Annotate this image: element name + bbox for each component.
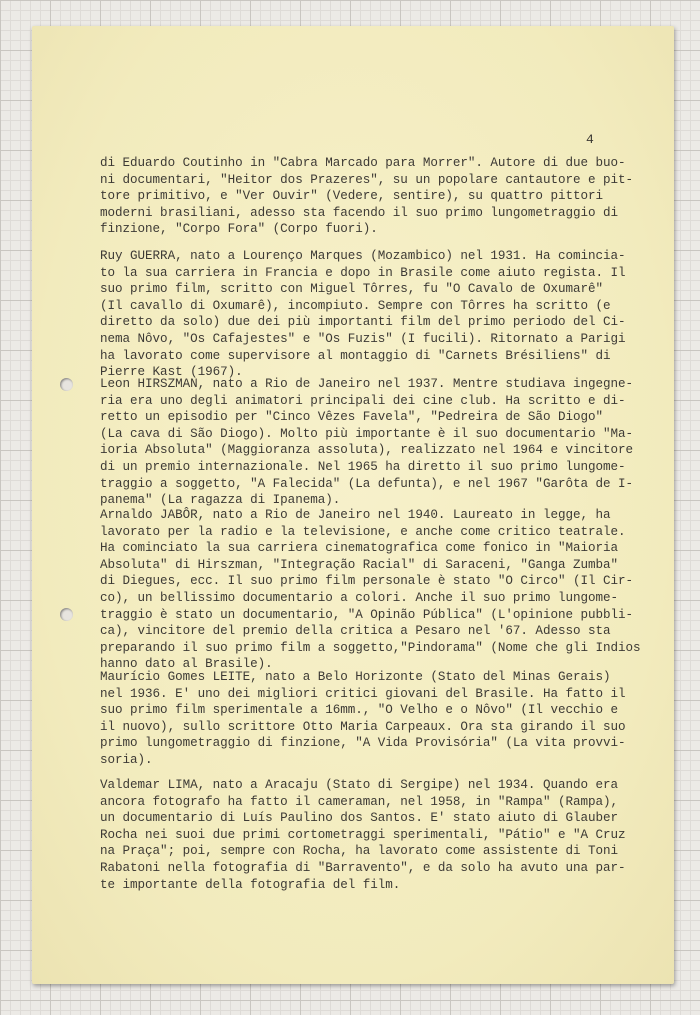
punch-hole-bottom — [60, 608, 73, 621]
text-line: Rabatoni nella fotografia di "Barravento", e da solo ha avuto una par- — [100, 860, 626, 875]
text-line: nel 1936. E' uno dei migliori critici giovani del Brasile. Ha fatto il — [100, 686, 626, 701]
text-line: Rocha nei suoi due primi cortometraggi sperimentali, "Pátio" e "A Cruz — [100, 827, 626, 842]
text-line: soria). — [100, 752, 153, 767]
text-line: un documentario di Luís Paulino dos Santos. E' stato aiuto di Glauber — [100, 811, 619, 826]
paragraph-ruy-guerra — [100, 248, 660, 381]
text-line: suo primo film, scritto con Miguel Tôrres, fu "O Cavalo de Oxumarê" — [100, 282, 604, 297]
text-line: na Praça"; poi, sempre con Rocha, ha lavorato come assistente di Toni — [100, 844, 619, 859]
text-line: Pierre Kast (1967). — [100, 365, 243, 380]
text-line: ioria Absoluta" (Maggioranza assoluta), realizzato nel 1964 e vincitore — [100, 443, 634, 458]
text-line: traggio a soggetto, "A Falecida" (La defunta), e nel 1967 "Garôta de I- — [100, 476, 634, 491]
paragraph-arnaldo-jabor — [100, 507, 660, 673]
text-line: tore primitivo, e "Ver Ouvir" (Vedere, sentire), su quattro pittori — [100, 189, 604, 204]
text-line: primo lungometraggio di finzione, "A Vida Provisória" (La vita provvi- — [100, 736, 626, 751]
text-line: Ruy GUERRA, nato a Lourenço Marques (Mozambico) nel 1931. Ha comincia- — [100, 249, 626, 263]
text-line: ria era uno degli animatori principali dei cine club. Ha scritto e di- — [100, 393, 626, 408]
text-line: lavorato per la radio e la televisione, e anche come critico teatrale. — [100, 524, 626, 539]
text-line: ha lavorato come supervisore al montaggio di "Carnets Brésiliens" di — [100, 348, 611, 363]
text-line: preparando il suo primo film a soggetto,"Pindorama" (Nome che gli Indios — [100, 640, 641, 655]
page-number: 4 — [586, 132, 594, 147]
text-line: co), un bellissimo documentario a colori. Anche il suo primo lungome- — [100, 590, 619, 605]
text-line: il nuovo), sullo scrittore Otto Maria Carpeaux. Ora sta girando il suo — [100, 719, 626, 734]
text-line: Arnaldo JABÔR, nato a Rio de Janeiro nel 1940. Laureato in legge, ha — [100, 508, 611, 522]
paragraph-coutinho — [100, 155, 660, 238]
text-line: finzione, "Corpo Fora" (Corpo fuori). — [100, 222, 378, 237]
text-line: panema" (La ragazza di Ipanema). — [100, 493, 341, 508]
text-line: diretto da solo) due dei più importanti film del primo periodo del Ci- — [100, 315, 626, 330]
text-line: (La cava di São Diogo). Molto più importante è il suo documentario "Ma- — [100, 426, 634, 441]
text-line: ancora fotografo ha fatto il cameraman, nel 1958, in "Rampa" (Rampa), — [100, 794, 619, 809]
text-line: di Diegues, ecc. Il suo primo film personale è stato "O Circo" (Il Cir- — [100, 574, 634, 589]
text-line: Ha cominciato la sua carriera cinematografica come fonico in "Maioria — [100, 541, 619, 556]
text-line: Maurício Gomes LEITE, nato a Belo Horizonte (Stato del Minas Gerais) — [100, 670, 611, 684]
text-line: retto un episodio per "Cinco Vêzes Favela", "Pedreira de São Diogo" — [100, 410, 604, 425]
punch-hole-top — [60, 378, 73, 391]
text-line: Valdemar LIMA, nato a Aracaju (Stato di Sergipe) nel 1934. Quando era — [100, 778, 619, 792]
text-line: te importante della fotografia del film. — [100, 877, 401, 892]
text-line: ni documentari, "Heitor dos Prazeres", su un popolare cantautore e pit- — [100, 172, 634, 187]
paragraph-leon-hirszman — [100, 376, 660, 509]
text-line: Absoluta" di Hirszman, "Integração Racial" di Saraceni, "Ganga Zumba" — [100, 557, 619, 572]
text-line: (Il cavallo di Oxumarê), incompiuto. Sempre con Tôrres ha scritto (e — [100, 298, 611, 313]
text-line: hanno dato al Brasile). — [100, 657, 273, 672]
text-line: ca), vincitore del premio della critica a Pesaro nel '67. Adesso sta — [100, 624, 611, 639]
text-line: nema Nôvo, "Os Cafajestes" e "Os Fuzis" (I fucili). Ritornato a Parigi — [100, 331, 626, 346]
text-line: to la sua carriera in Francia e dopo in Brasile come aiuto regista. Il — [100, 265, 626, 280]
text-line: traggio è stato un documentario, "A Opinão Pública" (L'opinione pubbli- — [100, 607, 634, 622]
text-line: di Eduardo Coutinho in "Cabra Marcado para Morrer". Autore di due buo- — [100, 156, 626, 170]
text-line: moderni brasiliani, adesso sta facendo il suo primo lungometraggio di — [100, 205, 619, 220]
text-line: Leon HIRSZMAN, nato a Rio de Janeiro nel 1937. Mentre studiava ingegne- — [100, 377, 634, 391]
text-line: di un premio internazionale. Nel 1965 ha diretto il suo primo lungome- — [100, 459, 626, 474]
paragraph-valdemar-lima — [100, 777, 660, 893]
text-line: suo primo film sperimentale a 16mm., "O Velho e o Nôvo" (Il vecchio e — [100, 703, 619, 718]
paragraph-mauricio-gomes-leite — [100, 669, 660, 769]
